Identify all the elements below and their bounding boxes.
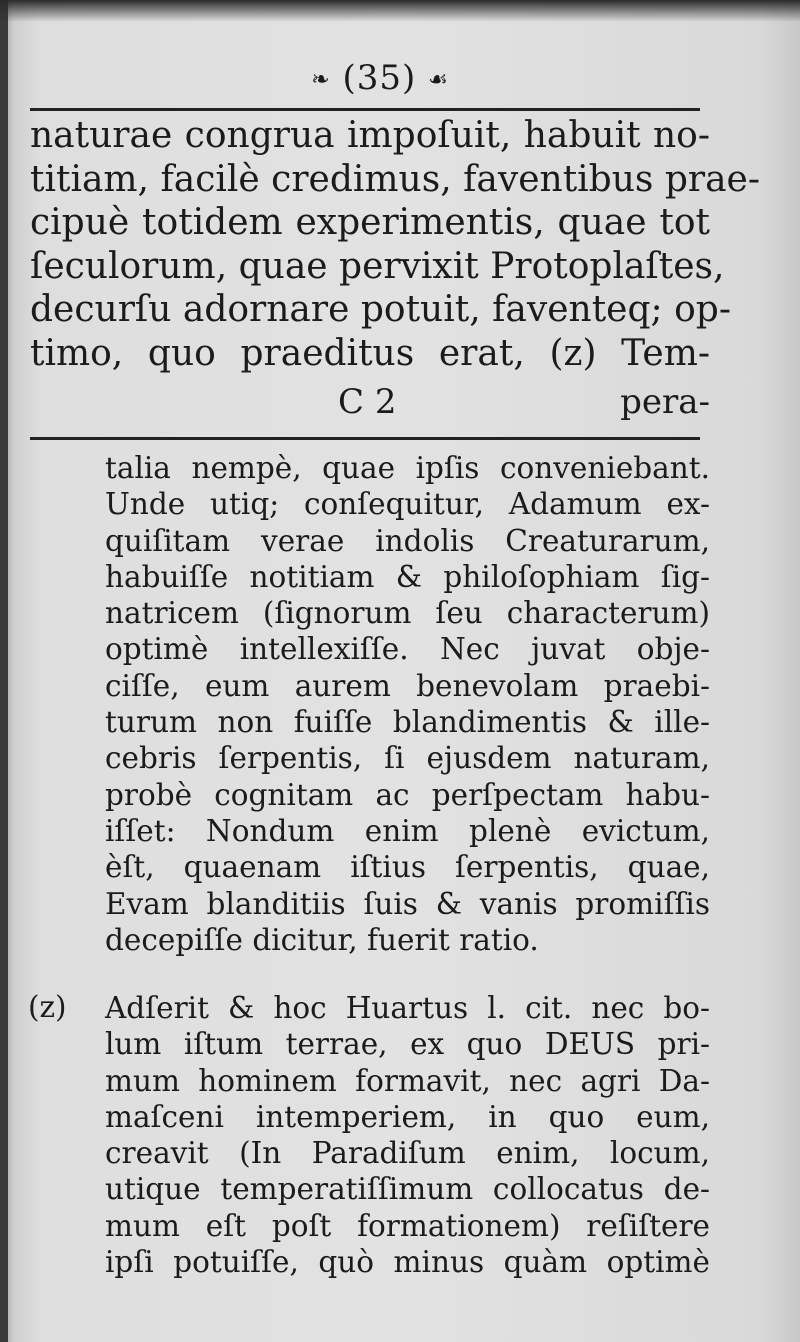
footnote-z-line: mum hominem formavit, nec agri Da-	[105, 1063, 710, 1098]
footnote-continued-block	[105, 450, 710, 958]
footnote-z-line: lum iſtum terrae, ex quo DEUS pri-	[105, 1027, 710, 1062]
footnote-z-marker: (z)	[28, 990, 67, 1024]
footnote-line: ciſſe, eum aurem benevolam praebi-	[105, 668, 710, 703]
footnote-line: optimè intellexiſſe. Nec juvat obje-	[105, 632, 710, 667]
signature-mark: C 2	[338, 382, 397, 422]
main-text-line: cipuè totidem experimentis, quae tot	[30, 202, 710, 243]
page-header	[0, 58, 760, 98]
footnote-z-line: mum eſt poſt formationem) reſiſtere	[105, 1208, 710, 1243]
footnote-z-block	[105, 990, 710, 1280]
top-edge-shadow	[0, 0, 800, 22]
catchword: pera-	[620, 382, 710, 422]
footnote-z-line: ipſi potuiſſe, quò minus quàm optimè	[105, 1245, 710, 1280]
book-spine-shadow	[0, 0, 8, 1342]
main-text-block	[30, 114, 761, 375]
main-text-line: ſeculorum, quae pervixit Protoplaſtes,	[30, 245, 725, 287]
main-text-line: decurſu adornare potuit, faventeq; op-	[30, 289, 731, 330]
footnote-line: cebris ſerpentis, ſi ejusdem naturam,	[105, 741, 710, 776]
footnote-line: Evam blanditiis ſuis & vanis promiſſis	[105, 886, 710, 921]
footnote-rule	[30, 437, 700, 440]
footnote-z-line: utique temperatiſſimum collocatus de-	[105, 1172, 710, 1207]
footnote-line: decepiſſe dicitur, fuerit ratio.	[105, 922, 539, 957]
footnote-line: turum non fuiſſe blandimentis & ille-	[105, 705, 710, 740]
footnote-line: probè cognitam ac perſpectam habu-	[105, 777, 710, 812]
main-text-line: naturae congrua impoſuit, habuit no-	[30, 115, 710, 156]
footnote-z-line: creavit (In Paradiſum enim, locum,	[105, 1136, 710, 1171]
footnote-line: quiſitam verae indolis Creaturarum,	[105, 523, 710, 558]
footnote-line: habuiſſe notitiam & philoſophiam ſig-	[105, 559, 710, 594]
main-text-line: timo, quo praeditus erat, (z) Tem-	[30, 332, 710, 374]
ornament-left-icon: ❧	[311, 67, 331, 93]
footnote-z-line: maſceni intemperiem, in quo eum,	[105, 1099, 710, 1134]
footnote-line: talia nempè, quae ipſis conveniebant.	[105, 451, 710, 485]
footnote-line: èſt, quaenam iſtius ſerpentis, quae,	[105, 850, 710, 885]
footnote-line: natricem (ſignorum ſeu characterum)	[105, 596, 710, 631]
footnote-line: Unde utiq; conſequitur, Adamum ex-	[105, 487, 710, 522]
main-text-line: titiam, facilè credimus, faventibus prae-	[30, 158, 761, 200]
signature-catchword-line	[30, 382, 710, 426]
ornament-right-icon: ☙	[428, 67, 449, 93]
footnote-line: iſſet: Nondum enim plenè evictum,	[105, 813, 710, 848]
header-rule	[30, 108, 700, 111]
footnote-z-line: Adſerit & hoc Huartus l. cit. nec bo-	[105, 991, 710, 1025]
page-number: (35)	[342, 58, 417, 98]
